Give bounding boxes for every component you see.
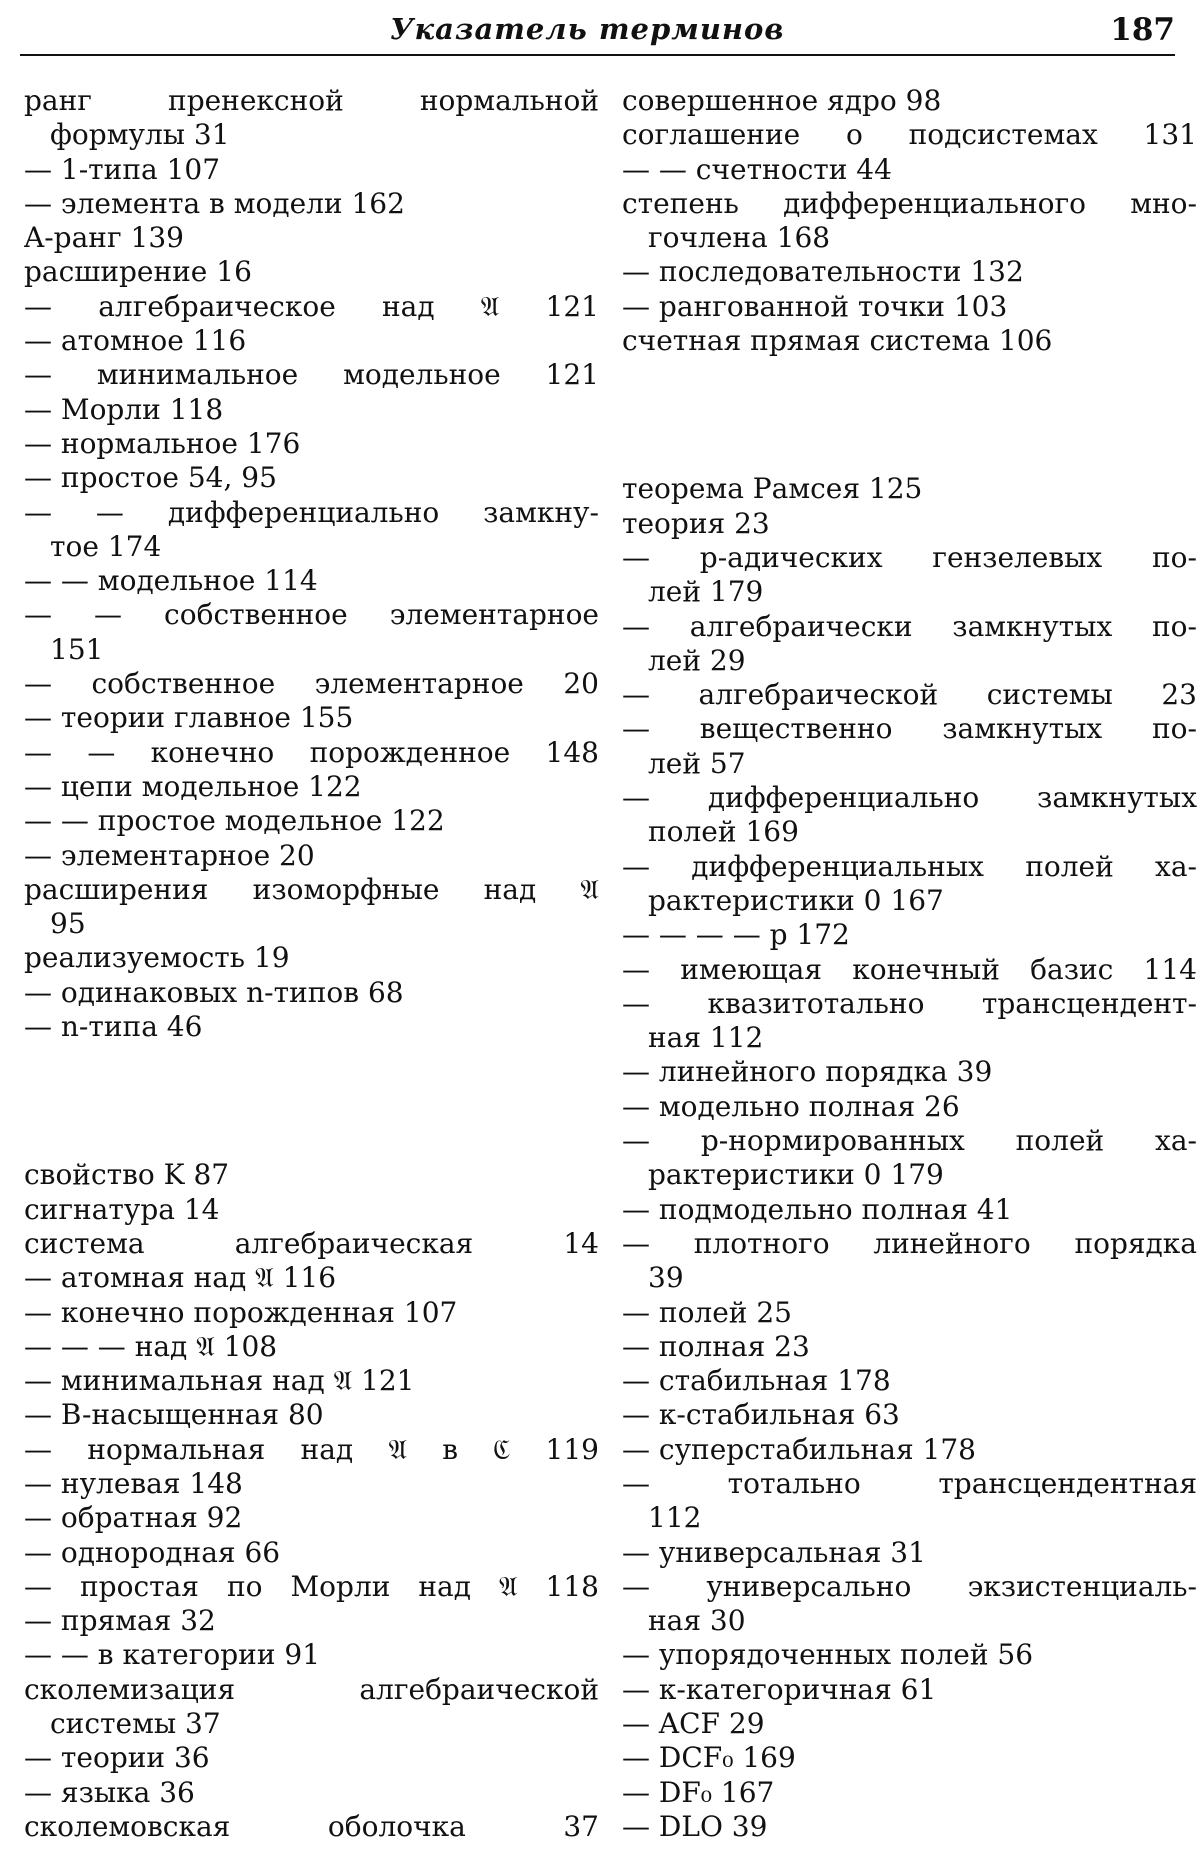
index-entry-line: — — конечно порожденное 148 bbox=[24, 735, 599, 769]
index-entry-line: — линейного порядка 39 bbox=[622, 1055, 993, 1089]
index-entry-line: — последовательности 132 bbox=[622, 255, 1024, 289]
index-entry-line: — цепи модельное 122 bbox=[24, 769, 362, 803]
index-entry-line: — модельно полная 26 bbox=[622, 1089, 960, 1123]
index-entry-line: — — простое модельное 122 bbox=[24, 804, 445, 838]
index-entry-line: — алгебраической системы 23 bbox=[622, 678, 1197, 712]
index-entry-line: расширения изоморфные над 𝔄 bbox=[24, 872, 599, 906]
index-entry-line: — — собственное элементарное bbox=[24, 598, 599, 632]
index-entry-line: 39 bbox=[648, 1261, 684, 1295]
index-entry-line: полей 169 bbox=[648, 815, 799, 849]
index-entry-line: — вещественно замкнутых по- bbox=[622, 712, 1197, 746]
index-entry-line: — — — — p 172 bbox=[622, 918, 850, 952]
index-entry-line: — нулевая 148 bbox=[24, 1466, 243, 1500]
index-entry-line: лей 179 bbox=[648, 575, 764, 609]
index-entry-line: формулы 31 bbox=[50, 118, 230, 152]
index-entry-line: — универсально экзистенциаль- bbox=[622, 1569, 1197, 1603]
index-entry-line: гочлена 168 bbox=[648, 221, 831, 255]
index-entry-line: — дифференциально замкнутых bbox=[622, 781, 1197, 815]
index-entry-line: — — дифференциально замкну- bbox=[24, 495, 599, 529]
index-entry-line: — теории 36 bbox=[24, 1741, 210, 1775]
index-entry-line: — минимальная над 𝔄 121 bbox=[24, 1364, 415, 1398]
index-entry-line: степень дифференциального мно- bbox=[622, 186, 1197, 220]
index-entry-line: — имеющая конечный базис 114 bbox=[622, 952, 1197, 986]
index-entry-line: — дифференциальных полей ха- bbox=[622, 849, 1197, 883]
index-entry-line: — атомное 116 bbox=[24, 324, 247, 358]
index-column-left bbox=[24, 84, 599, 1844]
index-entry-line: — рангованной точки 103 bbox=[622, 289, 1008, 323]
index-entry-line: — однородная 66 bbox=[24, 1535, 281, 1569]
index-entry-line: ная 30 bbox=[648, 1604, 746, 1638]
index-entry-line: — DLO 39 bbox=[622, 1809, 768, 1843]
section-gap bbox=[622, 358, 1197, 472]
index-entry-line: — подмодельно полная 41 bbox=[622, 1192, 1013, 1226]
index-entry-line: — ACF 29 bbox=[622, 1707, 765, 1741]
index-entry-line: рактеристики 0 179 bbox=[648, 1158, 944, 1192]
index-entry-line: — стабильная 178 bbox=[622, 1364, 891, 1398]
index-entry-line: — алгебраически замкнутых по- bbox=[622, 609, 1197, 643]
index-entry-line: — κ-стабильная 63 bbox=[622, 1398, 900, 1432]
index-entry-line: сигнатура 14 bbox=[24, 1192, 220, 1226]
index-entry-line: — упорядоченных полей 56 bbox=[622, 1638, 1034, 1672]
index-entry-line: — суперстабильная 178 bbox=[622, 1432, 976, 1466]
index-entry-line: — p-нормированных полей ха- bbox=[622, 1124, 1197, 1158]
index-entry-line: — — в категории 91 bbox=[24, 1638, 321, 1672]
index-entry-line: — DCF₀ 169 bbox=[622, 1741, 796, 1775]
index-entry-line: — языка 36 bbox=[24, 1775, 195, 1809]
index-entry-line: — 1-типа 107 bbox=[24, 152, 221, 186]
index-entry-line: 151 bbox=[50, 632, 104, 666]
index-entry-line: — — модельное 114 bbox=[24, 564, 318, 598]
section-gap bbox=[24, 1044, 599, 1158]
index-column-right bbox=[622, 84, 1197, 1844]
index-entry-line: свойство K 87 bbox=[24, 1158, 230, 1192]
index-entry-line: — B-насыщенная 80 bbox=[24, 1398, 324, 1432]
index-entry-line: — прямая 32 bbox=[24, 1604, 216, 1638]
index-entry-line: — элемента в модели 162 bbox=[24, 186, 405, 220]
index-entry-line: — собственное элементарное 20 bbox=[24, 667, 599, 701]
index-entry-line: сколемизация алгебраической bbox=[24, 1672, 599, 1706]
index-entry-line: A-ранг 139 bbox=[24, 221, 184, 255]
index-entry-line: — теории главное 155 bbox=[24, 701, 354, 735]
index-entry-line: — полей 25 bbox=[622, 1295, 792, 1329]
index-entry-line: лей 29 bbox=[648, 643, 746, 677]
index-entry-line: — нормальное 176 bbox=[24, 426, 301, 460]
index-entry-line: — одинаковых n-типов 68 bbox=[24, 975, 404, 1009]
index-entry-line: ранг пренексной нормальной bbox=[24, 84, 599, 117]
index-entry-line: рактеристики 0 167 bbox=[648, 883, 944, 917]
index-entry-line: 95 bbox=[50, 907, 86, 941]
index-entry-line: — тотально трансцендентная bbox=[622, 1466, 1197, 1500]
index-entry-line: — — — над 𝔄 108 bbox=[24, 1329, 278, 1363]
index-entry-line: — n-типа 46 bbox=[24, 1010, 203, 1044]
index-entry-line: — квазитотально трансцендент- bbox=[622, 986, 1197, 1020]
index-entry-line: — простая по Морли над 𝔄 118 bbox=[24, 1569, 599, 1603]
index-entry-line: — p-адических гензелевых по- bbox=[622, 540, 1197, 574]
index-entry-line: — Морли 118 bbox=[24, 392, 224, 426]
index-entry-line: ная 112 bbox=[648, 1021, 764, 1055]
index-entry-line: счетная прямая система 106 bbox=[622, 324, 1053, 358]
index-entry-line: теория 23 bbox=[622, 506, 770, 540]
index-entry-line: расширение 16 bbox=[24, 255, 252, 289]
index-entry-line: — плотного линейного порядка bbox=[622, 1226, 1197, 1260]
index-entry-line: — элементарное 20 bbox=[24, 838, 315, 872]
running-title: Указатель терминов bbox=[390, 12, 785, 46]
index-entry-line: лей 57 bbox=[648, 746, 746, 780]
index-entry-line: системы 37 bbox=[50, 1707, 221, 1741]
index-entry-line: система алгебраическая 14 bbox=[24, 1226, 599, 1260]
index-entry-line: — минимальное модельное 121 bbox=[24, 358, 599, 392]
page-number: 187 bbox=[1110, 12, 1175, 48]
index-entry-line: сколемовская оболочка 37 bbox=[24, 1809, 599, 1843]
index-entry-line: тое 174 bbox=[50, 529, 162, 563]
index-entry-line: — конечно порожденная 107 bbox=[24, 1295, 458, 1329]
index-entry-line: — атомная над 𝔄 116 bbox=[24, 1261, 337, 1295]
index-entry-line: — универсальная 31 bbox=[622, 1535, 926, 1569]
index-entry-line: совершенное ядро 98 bbox=[622, 84, 942, 117]
index-entry-line: реализуемость 19 bbox=[24, 941, 290, 975]
index-entry-line: — — счетности 44 bbox=[622, 152, 892, 186]
index-entry-line: — κ-категоричная 61 bbox=[622, 1672, 937, 1706]
index-entry-line: — нормальная над 𝔄 в ℭ 119 bbox=[24, 1432, 599, 1466]
index-entry-line: — алгебраическое над 𝔄 121 bbox=[24, 289, 599, 323]
index-entry-line: соглашение о подсистемах 131 bbox=[622, 118, 1197, 152]
index-entry-line: — DF₀ 167 bbox=[622, 1775, 775, 1809]
index-entry-line: теорема Рамсея 125 bbox=[622, 472, 923, 506]
index-entry-line: 112 bbox=[648, 1501, 702, 1535]
running-header bbox=[20, 10, 1175, 56]
index-entry-line: — полная 23 bbox=[622, 1329, 810, 1363]
index-entry-line: — простое 54, 95 bbox=[24, 461, 277, 495]
index-entry-line: — обратная 92 bbox=[24, 1501, 243, 1535]
